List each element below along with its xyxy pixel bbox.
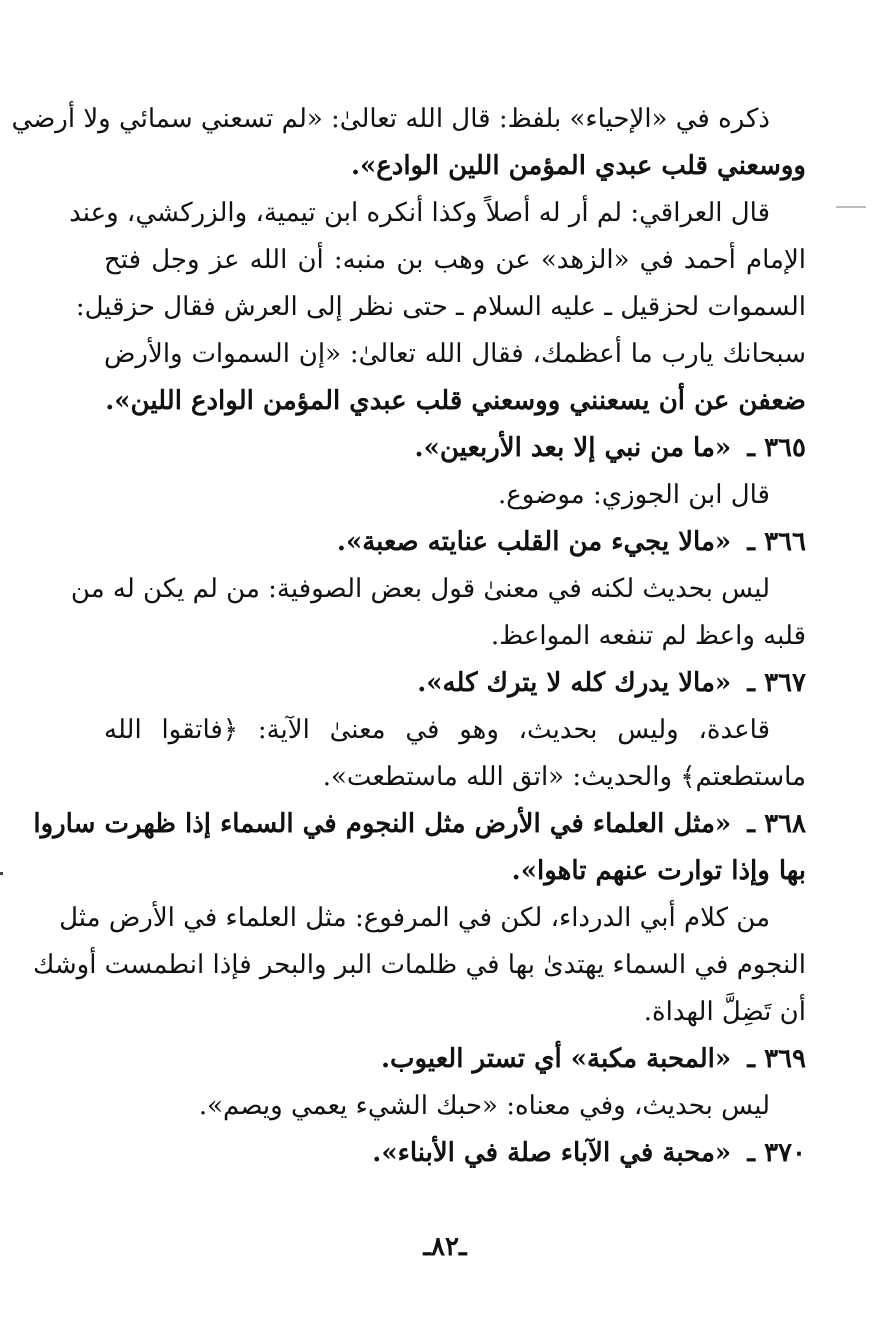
entry-text: «محبة في الآباء صلة في الأبناء». (372, 1138, 732, 1168)
entry-number: ٣٦٧ ـ (747, 668, 806, 698)
entry-368 (33, 801, 806, 848)
text-line: سبحانك يارب ما أعظمك، فقال الله تعالىٰ: «إن السموات والأرض (104, 339, 806, 369)
text-line: أن تَضِلَّ الهداة. (643, 997, 806, 1027)
entry-365 (104, 425, 806, 472)
entry-number: ٣٦٨ ـ (747, 809, 806, 839)
entry-text: «المحبة مكبة» أي تستر العيوب. (380, 1044, 732, 1074)
entry-text: «مالا يجيء من القلب عنايته صعبة». (336, 527, 732, 557)
entry-text: «ما من نبي إلا بعد الأربعين». (414, 433, 732, 463)
entry-number: ٣٦٩ ـ (747, 1044, 806, 1074)
entry-number: ٣٦٥ ـ (747, 433, 806, 463)
margin-mark (836, 206, 866, 208)
text-line: ووسعني قلب عبدي المؤمن اللين الوادع». (350, 151, 806, 181)
entry-number: ٣٦٦ ـ (747, 527, 806, 557)
entry-text: «مثل العلماء في الأرض مثل النجوم في السماء إذا ظهرت ساروا (33, 809, 732, 839)
text-line: بها وإذا توارت عنهم تاهوا». (511, 856, 806, 886)
text-line: ذكره في «الإحياء» بلفظ: قال الله تعالىٰ: «لم تسعني سمائي ولا أرضي (11, 104, 770, 134)
entry-367 (104, 660, 806, 707)
entry-369 (104, 1036, 806, 1083)
text-line: ليس بحديث لكنه في معنىٰ قول بعض الصوفية: من لم يكن له من (70, 574, 770, 604)
text-line: السموات لحزقيل ـ عليه السلام ـ حتى نظر إلى العرش فقال حزقيل: (75, 292, 806, 322)
page-number: ـ٨٢ـ (423, 1232, 467, 1262)
text-line: قلبه واعظ لم تنفعه المواعظ. (490, 621, 806, 651)
text-line: النجوم في السماء يهتدىٰ بها في ظلمات البر والبحر فإذا انطمست أوشك (32, 950, 806, 980)
entry-text: «مالا يدرك كله لا يترك كله». (417, 668, 732, 698)
entry-number: ٣٧٠ ـ (747, 1138, 806, 1168)
text-line: ليس بحديث، وفي معناه: «حبك الشيء يعمي ويصم». (198, 1091, 770, 1121)
text-line: قال ابن الجوزي: موضوع. (498, 480, 770, 510)
text-line: قاعدة، وليس بحديث، وهو في معنىٰ الآية: ﴿فاتقوا الله (104, 715, 770, 745)
text-line: قال العراقي: لم أر له أصلاً وكذا أنكره ابن تيمية، والزركشي، وعند (69, 198, 770, 228)
entry-366 (104, 519, 806, 566)
text-line: من كلام أبي الدرداء، لكن في المرفوع: مثل العلماء في الأرض مثل (59, 903, 770, 933)
entry-370 (104, 1130, 806, 1177)
text-line: الإمام أحمد في «الزهد» عن وهب بن منبه: أن الله عز وجل فتح (104, 245, 806, 275)
text-line: ماستطعتم﴾ والحديث: «اتق الله ماستطعت». (322, 762, 806, 792)
text-line: ضعفن عن أن يسعنني ووسعني قلب عبدي المؤمن الوادع اللين». (105, 386, 806, 416)
scan-speck (0, 872, 3, 875)
